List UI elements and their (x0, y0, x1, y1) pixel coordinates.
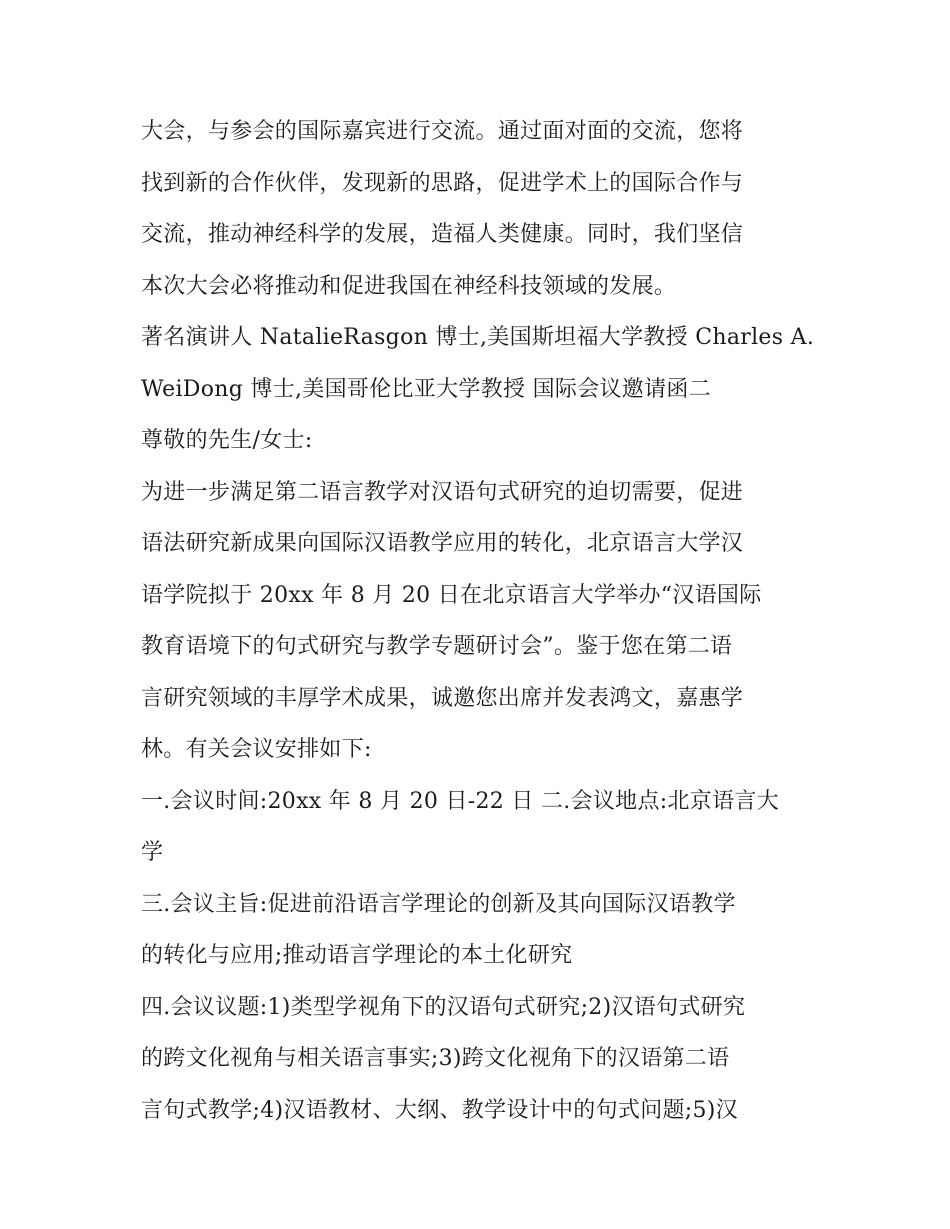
text-line: 的跨文化视角与相关语言事实;3)跨文化视角下的汉语第二语 (141, 1046, 730, 1071)
text-line: 学 (141, 840, 164, 865)
text-line: 找到新的合作伙伴，发现新的思路，促进学术上的国际合作与 (141, 170, 744, 196)
text-line: 言研究领域的丰厚学术成果，诚邀您出席并发表鸿文，嘉惠学 (141, 685, 744, 711)
text-line: 教育语境下的句式研究与教学专题研讨会”。鉴于您在第二语 (141, 634, 733, 659)
text-line: 语学院拟于 20xx 年 8 月 20 日在北京语言大学举办“汉语国际 (141, 582, 762, 608)
salutation-line: 尊敬的先生/女士: (141, 428, 313, 453)
text-line: 大会，与参会的国际嘉宾进行交流。通过面对面的交流，您将 (141, 119, 744, 144)
text-line: 三.会议主旨:促进前沿语言学理论的创新及其向国际汉语教学 (141, 891, 736, 917)
text-line: 为进一步满足第二语言教学对汉语句式研究的迫切需要，促进 (141, 479, 744, 505)
text-line: 本次大会必将推动和促进我国在神经科技领域的发展。 (141, 273, 677, 299)
text-line: 四.会议议题:1)类型学视角下的汉语句式研究;2)汉语句式研究 (141, 994, 746, 1020)
text-line: WeiDong 博士,美国哥伦比亚大学教授 国际会议邀请函二 (141, 376, 711, 402)
text-line: 语法研究新成果向国际汉语教学应用的转化，北京语言大学汉 (141, 531, 744, 556)
text-line: 一.会议时间:20xx 年 8 月 20 日-22 日 二.会议地点:北京语言大 (141, 788, 779, 814)
text-line: 的转化与应用;推动语言学理论的本土化研究 (141, 943, 573, 968)
text-line: 著名演讲人 NatalieRasgon 博士,美国斯坦福大学教授 Charles A. (141, 325, 815, 350)
text-line: 言句式教学;4)汉语教材、大纲、教学设计中的句式问题;5)汉 (141, 1097, 738, 1123)
text-line: 交流，推动神经科学的发展，造福人类健康。同时，我们坚信 (141, 222, 744, 247)
text-line: 林。有关会议安排如下: (141, 737, 372, 762)
document-body (141, 106, 813, 1136)
